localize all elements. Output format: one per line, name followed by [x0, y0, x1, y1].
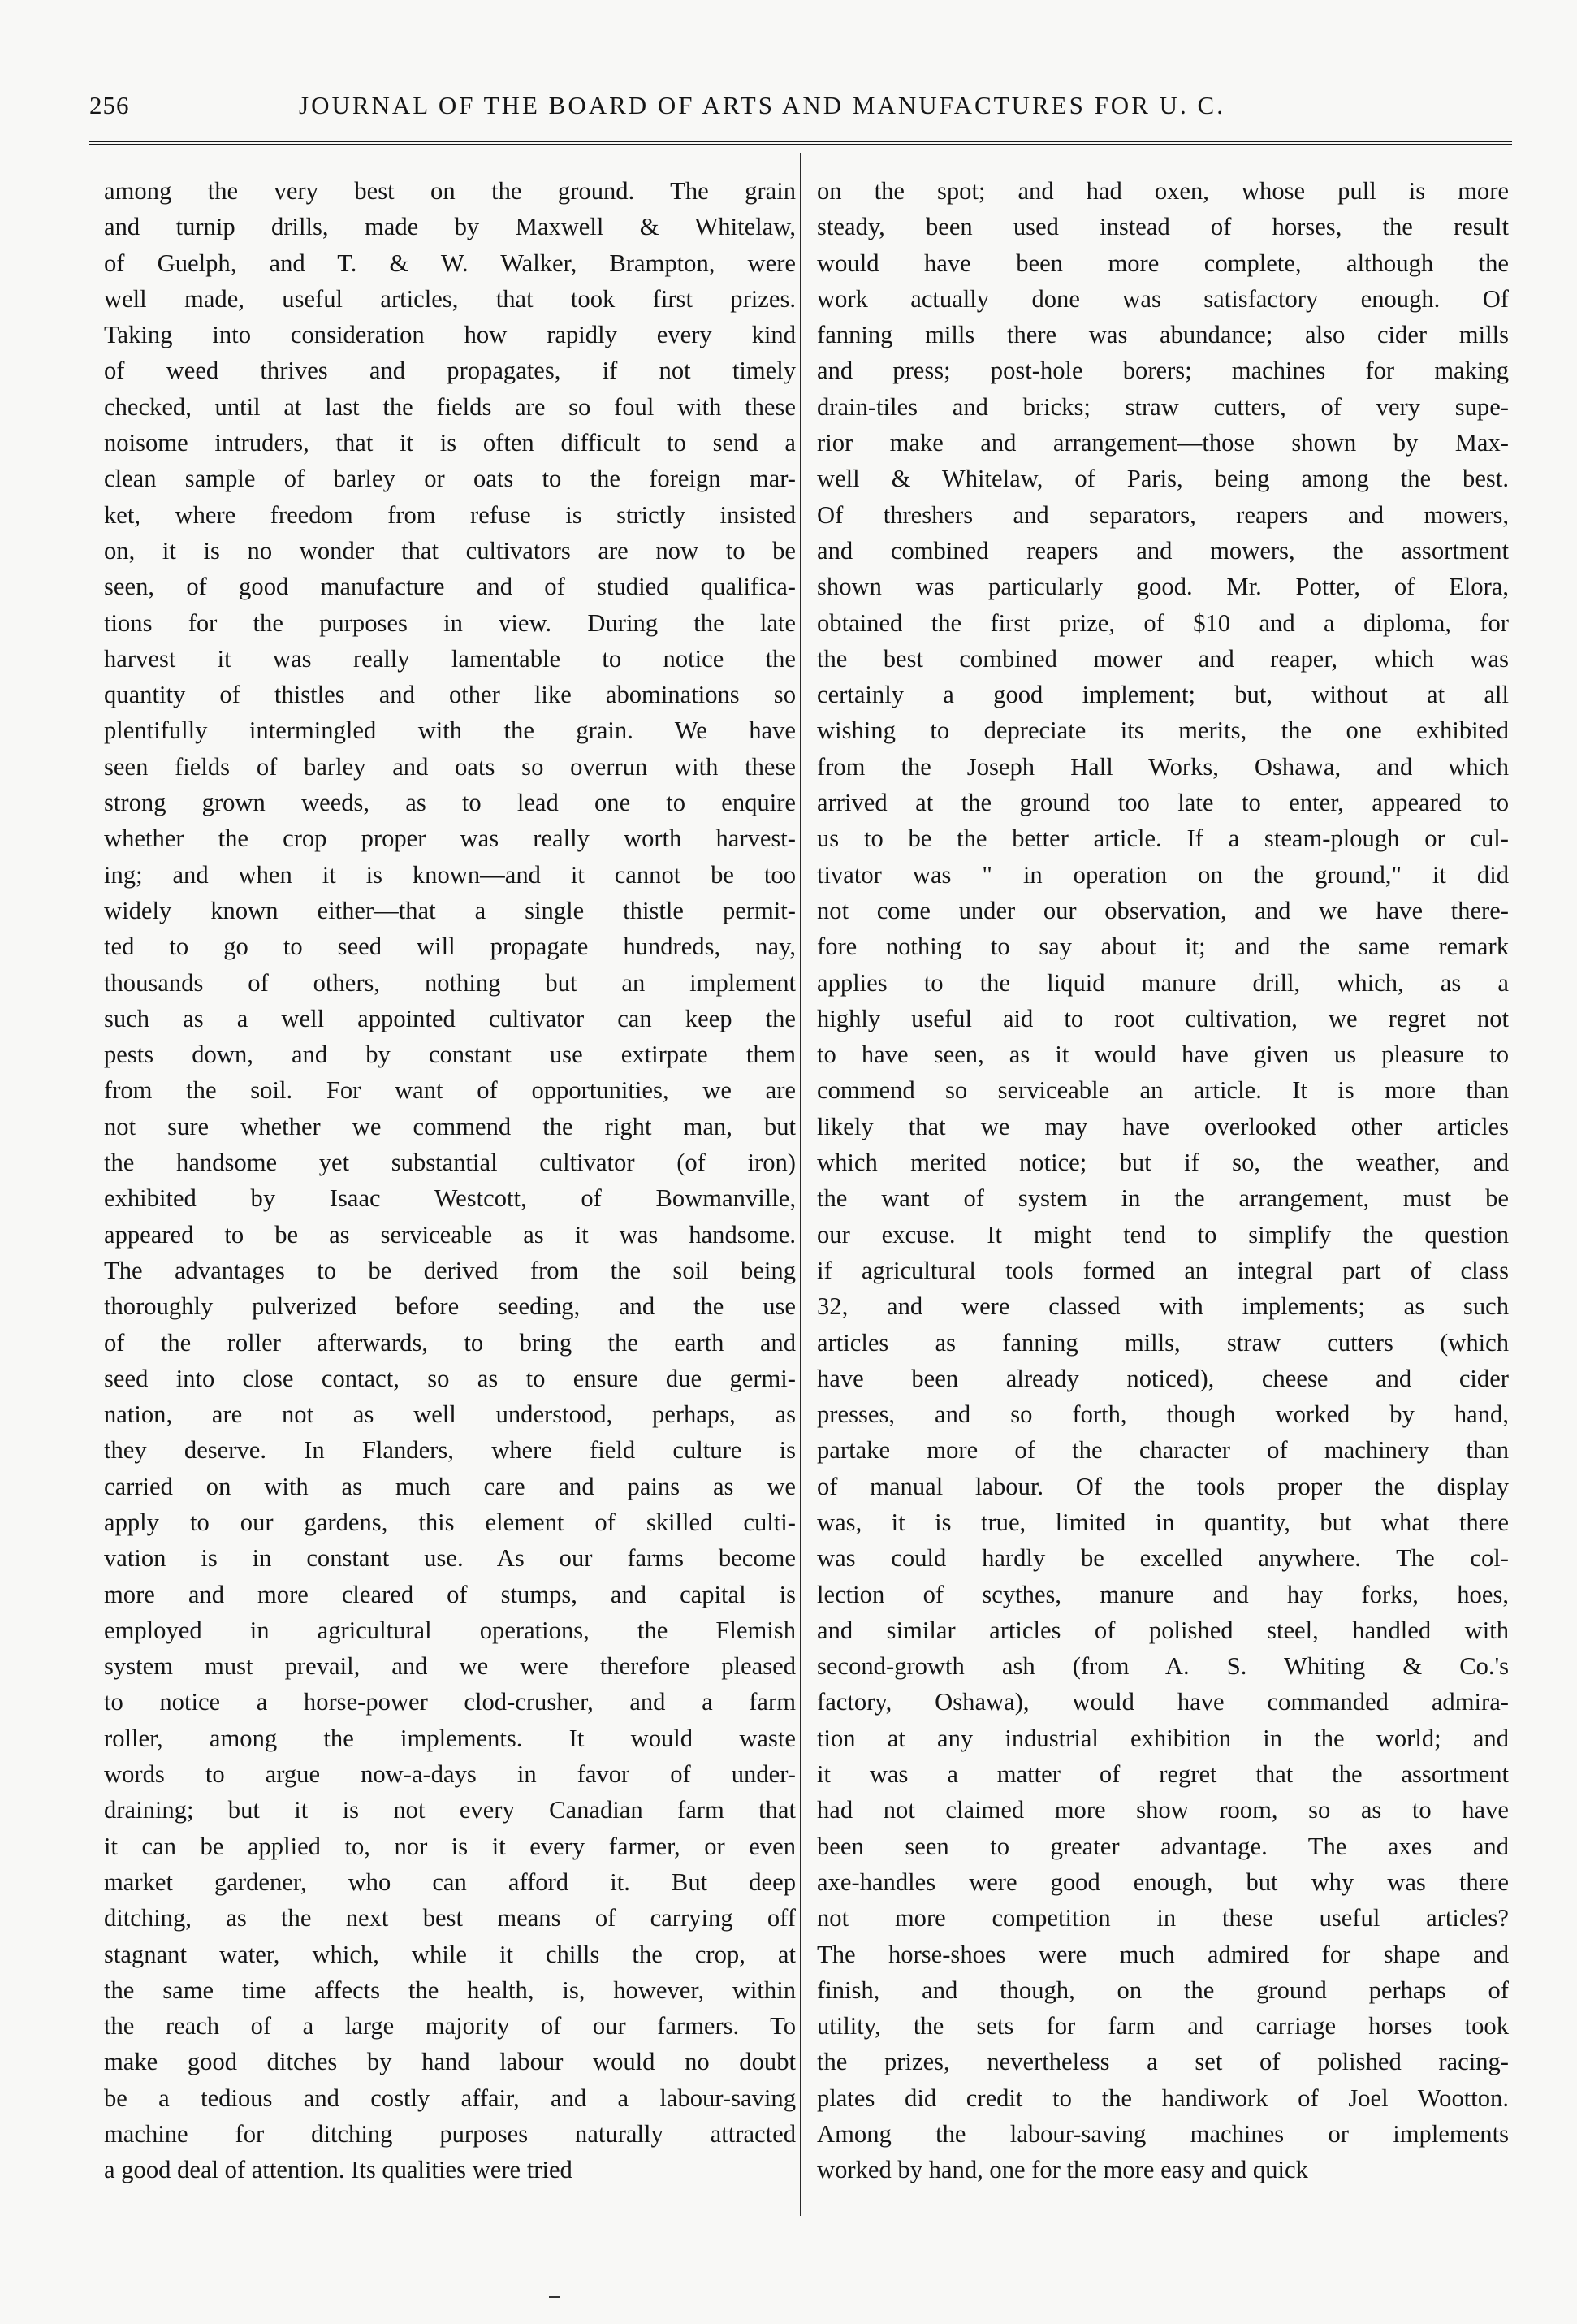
text-line: had not claimed more show room, so as to have [817, 1796, 1509, 1824]
text-line: of Guelph, and T. & W. Walker, Brampton, were [104, 249, 796, 277]
text-line: on, it is no wonder that cultivators are now to be [104, 536, 796, 565]
text-line: and combined reapers and mowers, the assortment [817, 536, 1509, 565]
text-line: drain-tiles and bricks; straw cutters, of very supe- [817, 392, 1509, 421]
text-line: lection of scythes, manure and hay forks, hoes, [817, 1580, 1509, 1608]
text-line: exhibited by Isaac Westcott, of Bowmanville, [104, 1184, 796, 1213]
text-line: market gardener, who can afford it. But deep [104, 1867, 796, 1896]
text-line: worked by hand, one for the more easy and quick [817, 2156, 1308, 2184]
text-line: more and more cleared of stumps, and capital is [104, 1580, 796, 1608]
text-line: noisome intruders, that it is often difficult to send a [104, 429, 796, 457]
page-number: 256 [89, 91, 130, 119]
text-line: well made, useful articles, that took first prizes. [104, 284, 796, 313]
text-line: and turnip drills, made by Maxwell & Whitelaw, [104, 213, 796, 241]
text-line: have been already noticed), cheese and cider [817, 1364, 1509, 1392]
text-line: steady, been used instead of horses, the result [817, 213, 1509, 241]
text-line: and similar articles of polished steel, handled with [817, 1616, 1509, 1644]
text-line: was could hardly be excelled anywhere. The col- [817, 1544, 1509, 1573]
text-line: tion at any industrial exhibition in the world; and [817, 1724, 1509, 1752]
text-line: Of threshers and separators, reapers and mowers, [817, 500, 1509, 529]
text-line: highly useful aid to root cultivation, we regret not [817, 1004, 1509, 1032]
text-line: Among the labour-saving machines or implements [817, 2120, 1509, 2149]
text-line: harvest it was really lamentable to notice the [104, 644, 796, 673]
text-line: shown was particularly good. Mr. Potter, of Elora, [817, 573, 1509, 601]
text-line: the reach of a large majority of our farmers. To [104, 2012, 796, 2041]
text-line: factory, Oshawa), would have commanded admira- [817, 1688, 1509, 1716]
text-line: not sure whether we commend the right man, but [104, 1112, 796, 1140]
text-line: certainly a good implement; but, without at all [817, 681, 1509, 709]
text-line: the prizes, nevertheless a set of polished racing- [817, 2048, 1509, 2076]
text-line: checked, until at last the fields are so foul with these [104, 392, 796, 421]
text-line: seen, of good manufacture and of studied qualifica- [104, 573, 796, 601]
left-column [104, 173, 796, 2188]
text-line: the handsome yet substantial cultivator (of iron) [104, 1149, 796, 1177]
text-line: utility, the sets for farm and carriage horses took [817, 2012, 1509, 2041]
text-line: plates did credit to the handiwork of Joel Wootton. [817, 2084, 1509, 2112]
text-line: work actually done was satisfactory enough. Of [817, 284, 1509, 313]
text-line: of manual labour. Of the tools proper the display [817, 1472, 1509, 1500]
text-line: seed into close contact, so as to ensure due germi- [104, 1364, 796, 1392]
text-line: be a tedious and costly affair, and a labour-saving [104, 2084, 796, 2112]
text-line: it can be applied to, nor is it every farmer, or even [104, 1832, 796, 1860]
text-line: commend so serviceable an article. It is more than [817, 1076, 1509, 1105]
text-line: draining; but it is not every Canadian farm that [104, 1796, 796, 1824]
text-line: to have seen, as it would have given us pleasure to [817, 1041, 1509, 1069]
text-line: thousands of others, nothing but an implement [104, 968, 796, 997]
text-line: wishing to depreciate its merits, the one exhibited [817, 716, 1509, 745]
text-line: roller, among the implements. It would waste [104, 1724, 796, 1752]
text-line: they deserve. In Flanders, where field culture is [104, 1436, 796, 1465]
text-line: the best combined mower and reaper, which was [817, 644, 1509, 673]
text-line: seen fields of barley and oats so overrun with these [104, 752, 796, 781]
text-line: finish, and though, on the ground perhaps of [817, 1976, 1509, 2004]
text-line: stagnant water, which, while it chills the crop, at [104, 1940, 796, 1968]
text-line: likely that we may have overlooked other articles [817, 1112, 1509, 1140]
text-line: would have been more complete, although the [817, 249, 1509, 277]
header-rule [89, 141, 1512, 145]
text-line: tivator was " in operation on the ground," it did [817, 860, 1509, 889]
text-line: fanning mills there was abundance; also cider mills [817, 321, 1509, 349]
text-line: on the spot; and had oxen, whose pull is more [817, 177, 1509, 205]
footer-mark [549, 2296, 560, 2298]
text-line: whether the crop proper was really worth harvest- [104, 824, 796, 853]
text-line: apply to our gardens, this element of skilled culti- [104, 1508, 796, 1536]
text-line: ket, where freedom from refuse is strictly insisted [104, 500, 796, 529]
text-line: appeared to be as serviceable as it was handsome. [104, 1220, 796, 1249]
text-line: rior make and arrangement—those shown by Max- [817, 429, 1509, 457]
text-line: tions for the purposes in view. During the late [104, 608, 796, 637]
text-line: articles as fanning mills, straw cutters (which [817, 1328, 1509, 1357]
text-line: not come under our observation, and we have there- [817, 896, 1509, 924]
text-line: obtained the first prize, of $10 and a diploma, for [817, 608, 1509, 637]
text-line: employed in agricultural operations, the Flemish [104, 1616, 796, 1644]
text-line: widely known either—that a single thistle permit- [104, 896, 796, 924]
text-line: make good ditches by hand labour would no doubt [104, 2048, 796, 2076]
text-line: arrived at the ground too late to enter, appeared to [817, 789, 1509, 817]
text-line: nation, are not as well understood, perhaps, as [104, 1400, 796, 1429]
text-line: pests down, and by constant use extirpate them [104, 1041, 796, 1069]
text-line: system must prevail, and we were therefore pleased [104, 1652, 796, 1681]
text-line: and press; post-hole borers; machines for making [817, 357, 1509, 385]
text-line: from the soil. For want of opportunities, we are [104, 1076, 796, 1105]
text-line: partake more of the character of machinery than [817, 1436, 1509, 1465]
text-line: such as a well appointed cultivator can keep the [104, 1004, 796, 1032]
text-line: been seen to greater advantage. The axes and [817, 1832, 1509, 1860]
text-line: from the Joseph Hall Works, Oshawa, and which [817, 752, 1509, 781]
text-line: The horse-shoes were much admired for shape and [817, 1940, 1509, 1968]
text-line: clean sample of barley or oats to the foreign mar- [104, 465, 796, 493]
text-line: axe-handles were good enough, but why was there [817, 1867, 1509, 1896]
right-column [817, 173, 1509, 2188]
text-line: words to argue now-a-days in favor of under- [104, 1760, 796, 1789]
text-line: not more competition in these useful articles? [817, 1904, 1509, 1932]
text-line: carried on with as much care and pains as we [104, 1472, 796, 1500]
text-line: well & Whitelaw, of Paris, being among the best. [817, 465, 1509, 493]
text-line: which merited notice; but if so, the weather, and [817, 1149, 1509, 1177]
text-line: fore nothing to say about it; and the same remark [817, 933, 1509, 961]
text-line: a good deal of attention. Its qualities were tried [104, 2156, 572, 2184]
text-line: vation is in constant use. As our farms become [104, 1544, 796, 1573]
text-line: presses, and so forth, though worked by hand, [817, 1400, 1509, 1429]
text-line: quantity of thistles and other like abominations so [104, 681, 796, 709]
text-line: 32, and were classed with implements; as such [817, 1292, 1509, 1321]
text-line: The advantages to be derived from the soil being [104, 1256, 796, 1284]
text-line: strong grown weeds, as to lead one to enquire [104, 789, 796, 817]
page-header [89, 88, 1510, 133]
text-line: our excuse. It might tend to simplify the question [817, 1220, 1509, 1249]
text-line: thoroughly pulverized before seeding, and the use [104, 1292, 796, 1321]
text-line: ditching, as the next best means of carrying off [104, 1904, 796, 1932]
text-line: to notice a horse-power clod-crusher, and a farm [104, 1688, 796, 1716]
text-line: of the roller afterwards, to bring the earth and [104, 1328, 796, 1357]
text-line: plentifully intermingled with the grain. We have [104, 716, 796, 745]
text-line: was, it is true, limited in quantity, but what there [817, 1508, 1509, 1536]
text-line: applies to the liquid manure drill, which, as a [817, 968, 1509, 997]
text-line: ted to go to seed will propagate hundreds, nay, [104, 933, 796, 961]
running-title: JOURNAL OF THE BOARD OF ARTS AND MANUFACTURES FOR U. C. [299, 91, 1225, 119]
text-line: it was a matter of regret that the assortment [817, 1760, 1509, 1789]
text-line: among the very best on the ground. The grain [104, 177, 796, 205]
text-line: of weed thrives and propagates, if not timely [104, 357, 796, 385]
text-line: machine for ditching purposes naturally attracted [104, 2120, 796, 2149]
text-line: the same time affects the health, is, however, within [104, 1976, 796, 2004]
text-line: ing; and when it is known—and it cannot be too [104, 860, 796, 889]
text-line: Taking into consideration how rapidly every kind [104, 321, 796, 349]
column-divider [800, 153, 801, 2216]
text-line: if agricultural tools formed an integral part of class [817, 1256, 1509, 1284]
text-line: second-growth ash (from A. S. Whiting & Co.'s [817, 1652, 1509, 1681]
text-line: us to be the better article. If a steam-plough or cul- [817, 824, 1509, 853]
text-line: the want of system in the arrangement, must be [817, 1184, 1509, 1213]
